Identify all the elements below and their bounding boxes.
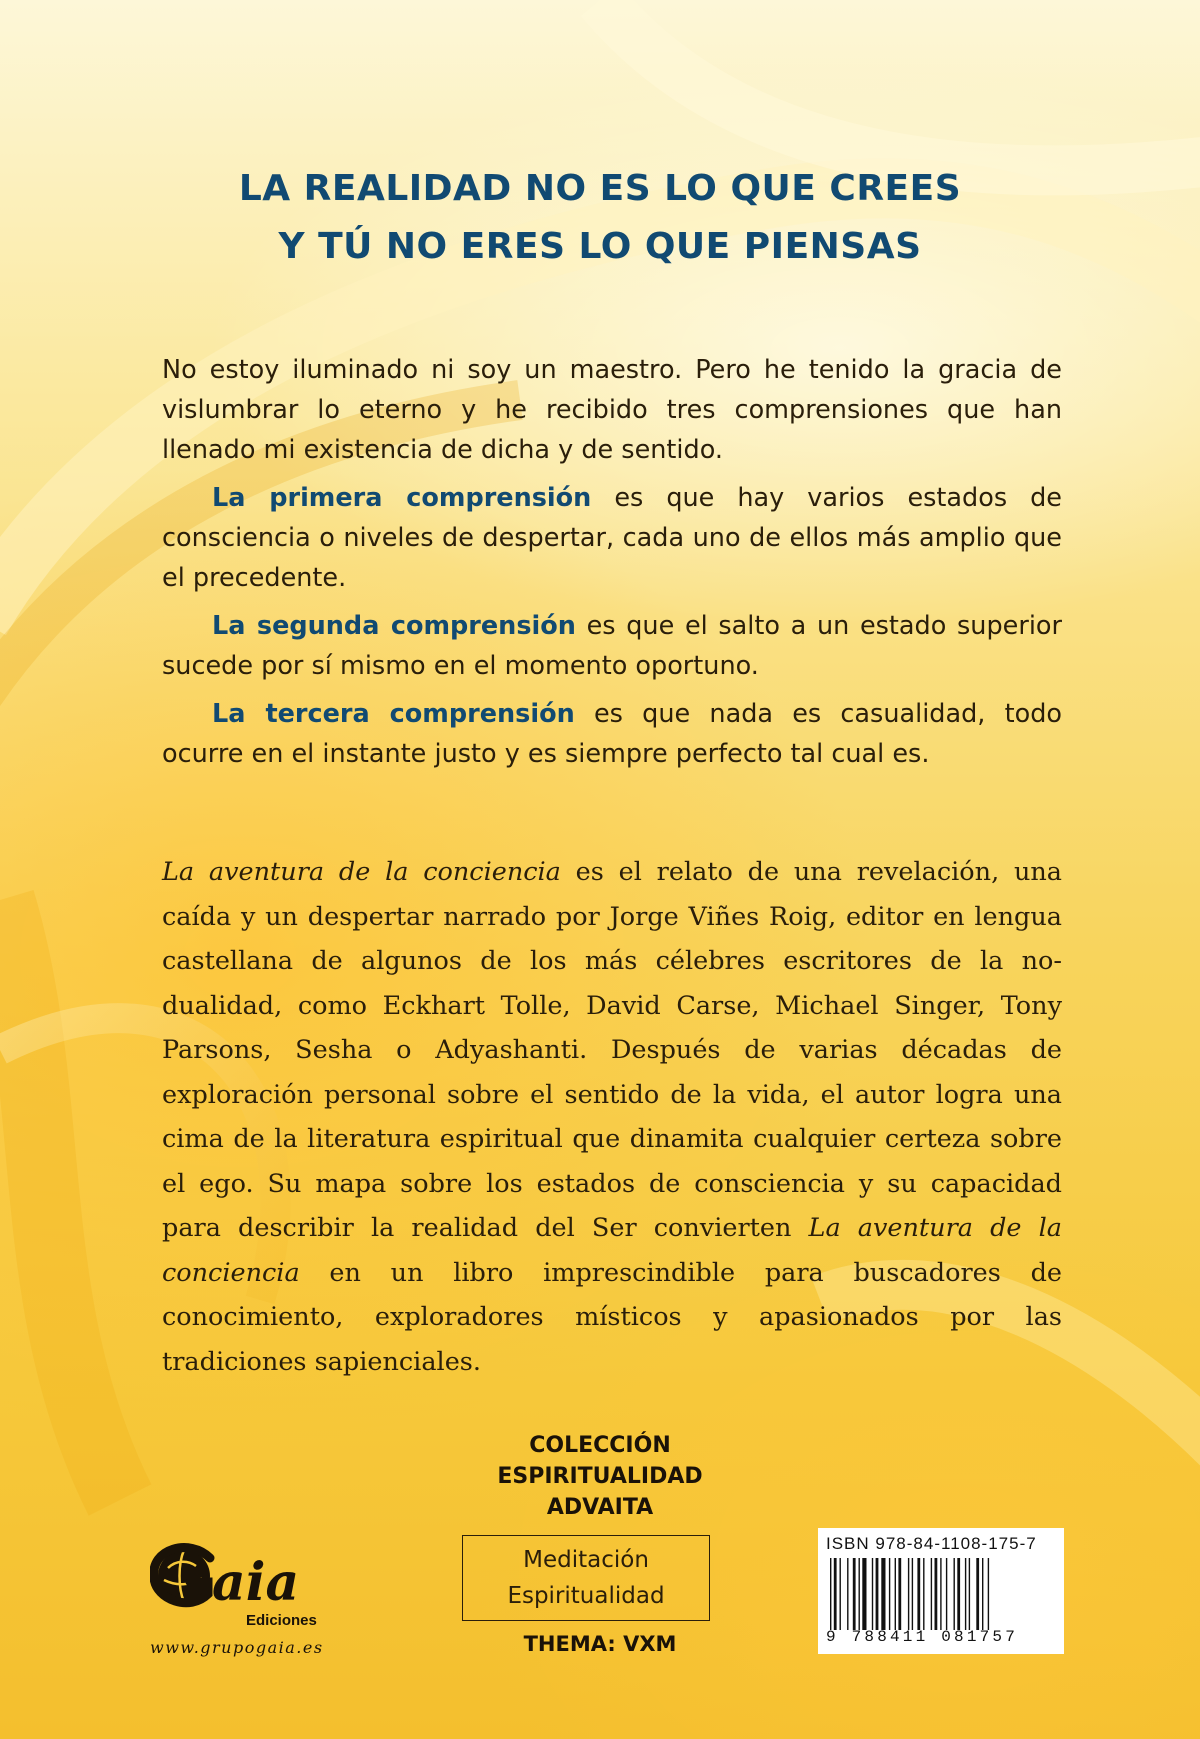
book-description [162,850,1062,1384]
logo-text: aia [212,1552,300,1613]
barcode-bar [931,1558,932,1630]
barcode-bar [917,1558,920,1630]
barcode-bar [834,1558,837,1630]
category-box [462,1535,710,1621]
comprehension-1-label: La primera comprensión [212,483,592,513]
gaia-logo-icon [150,1538,350,1618]
headline-line-2: Y TÚ NO ERES LO QUE PIENSAS [278,226,922,267]
barcode-bar [965,1558,966,1630]
barcode-bar [859,1558,860,1630]
book-title-italic: La aventura de la conciencia [162,857,561,887]
barcode-bar [969,1558,970,1630]
barcode-bar [862,1558,866,1630]
barcode-bar [908,1558,909,1630]
logo-subtitle: Ediciones [246,1612,317,1629]
barcode-bar [946,1558,947,1630]
barcode-bar [935,1558,938,1630]
barcode-bar [895,1558,896,1630]
thema-code: THEMA: VXM [523,1632,677,1656]
intro-section [162,350,1062,782]
barcode-bar [830,1558,831,1630]
headline-line-1: LA REALIDAD NO ES LO QUE CREES [238,168,962,209]
barcode-bar [982,1558,983,1630]
comprehension-2-text: es que el salto a un estado superior sucede por sí mismo en el momento oportuno. [162,611,1062,681]
comprehension-1 [162,478,1062,598]
collection-line-3: ADVAITA [546,1495,654,1520]
barcode-bar [923,1558,924,1630]
barcode-bar [957,1558,960,1630]
isbn-barcode [818,1528,1064,1654]
description-part-2: en un libro imprescindible para buscadores de conocimiento, exploradores místicos y apasionados por las tradiciones sapienciales. [162,1257,1062,1377]
category-1: Meditación [523,1547,649,1573]
comprehension-3-text: es que nada es casualidad, todo ocurre en el instante justo y es siempre perfecto tal cual es. [162,699,1062,769]
barcode-bar [881,1558,885,1630]
barcode-bars [826,1558,1056,1630]
barcode-bar [940,1558,941,1630]
intro-paragraph: No estoy iluminado ni soy un maestro. Pero he tenido la gracia de vislumbrar lo eterno y he recibido tres comprensiones que han llenado mi existencia de dicha y de sentido. [162,355,1062,465]
comprehension-2 [162,606,1062,686]
comprehension-2-label: La segunda comprensión [212,611,576,641]
barcode-bar [840,1558,841,1630]
barcode-bar [954,1558,955,1630]
category-2: Espiritualidad [507,1583,665,1609]
barcode-bar [847,1558,848,1630]
comprehension-3-label: La tercera comprensión [212,699,575,729]
barcode-bar [889,1558,890,1630]
publisher-website: www.grupogaia.es [150,1638,324,1657]
comprehension-1-text: es que hay varios estados de consciencia o niveles de despertar, cada uno de ellos más amplio que el precedente. [162,483,1062,593]
barcode-bar [976,1558,979,1630]
collection-line-1: COLECCIÓN [529,1433,671,1458]
collection-line-2: ESPIRITUALIDAD [497,1464,703,1489]
barcode-bar [876,1558,879,1630]
headline [0,160,1200,276]
barcode-digits: 9 788411 081757 [826,1628,1019,1646]
barcode-bar [912,1558,913,1630]
isbn-number: ISBN 978-84-1108-175-7 [826,1534,1037,1553]
description-paragraph [162,850,1062,1384]
comprehension-3 [162,694,1062,774]
collection-name [440,1430,760,1523]
barcode-bar [988,1558,989,1630]
description-part-1: es el relato de una revelación, una caída y un despertar narrado por Jorge Viñes Roig, editor en lengua castellana de algunos de los más célebres escritores de la no-dualidad, como Eckhart Tolle, David Carse, Michael Singer, Tony Parsons, Sesha o Adyashanti. Después de varias décadas de exploración personal sobre el sentido de la vida, el autor logra una cima de la literatura espiritual que dinamita cualquier certeza sobre el ego. Su mapa sobre los estados de consciencia y su capacidad para describir la realidad del Ser convierten [162,857,1063,1243]
barcode-bar [872,1558,873,1630]
barcode-bar [853,1558,856,1630]
barcode-bar [898,1558,901,1630]
book-title-italic-2: La aventura de la conciencia [162,1213,1063,1288]
